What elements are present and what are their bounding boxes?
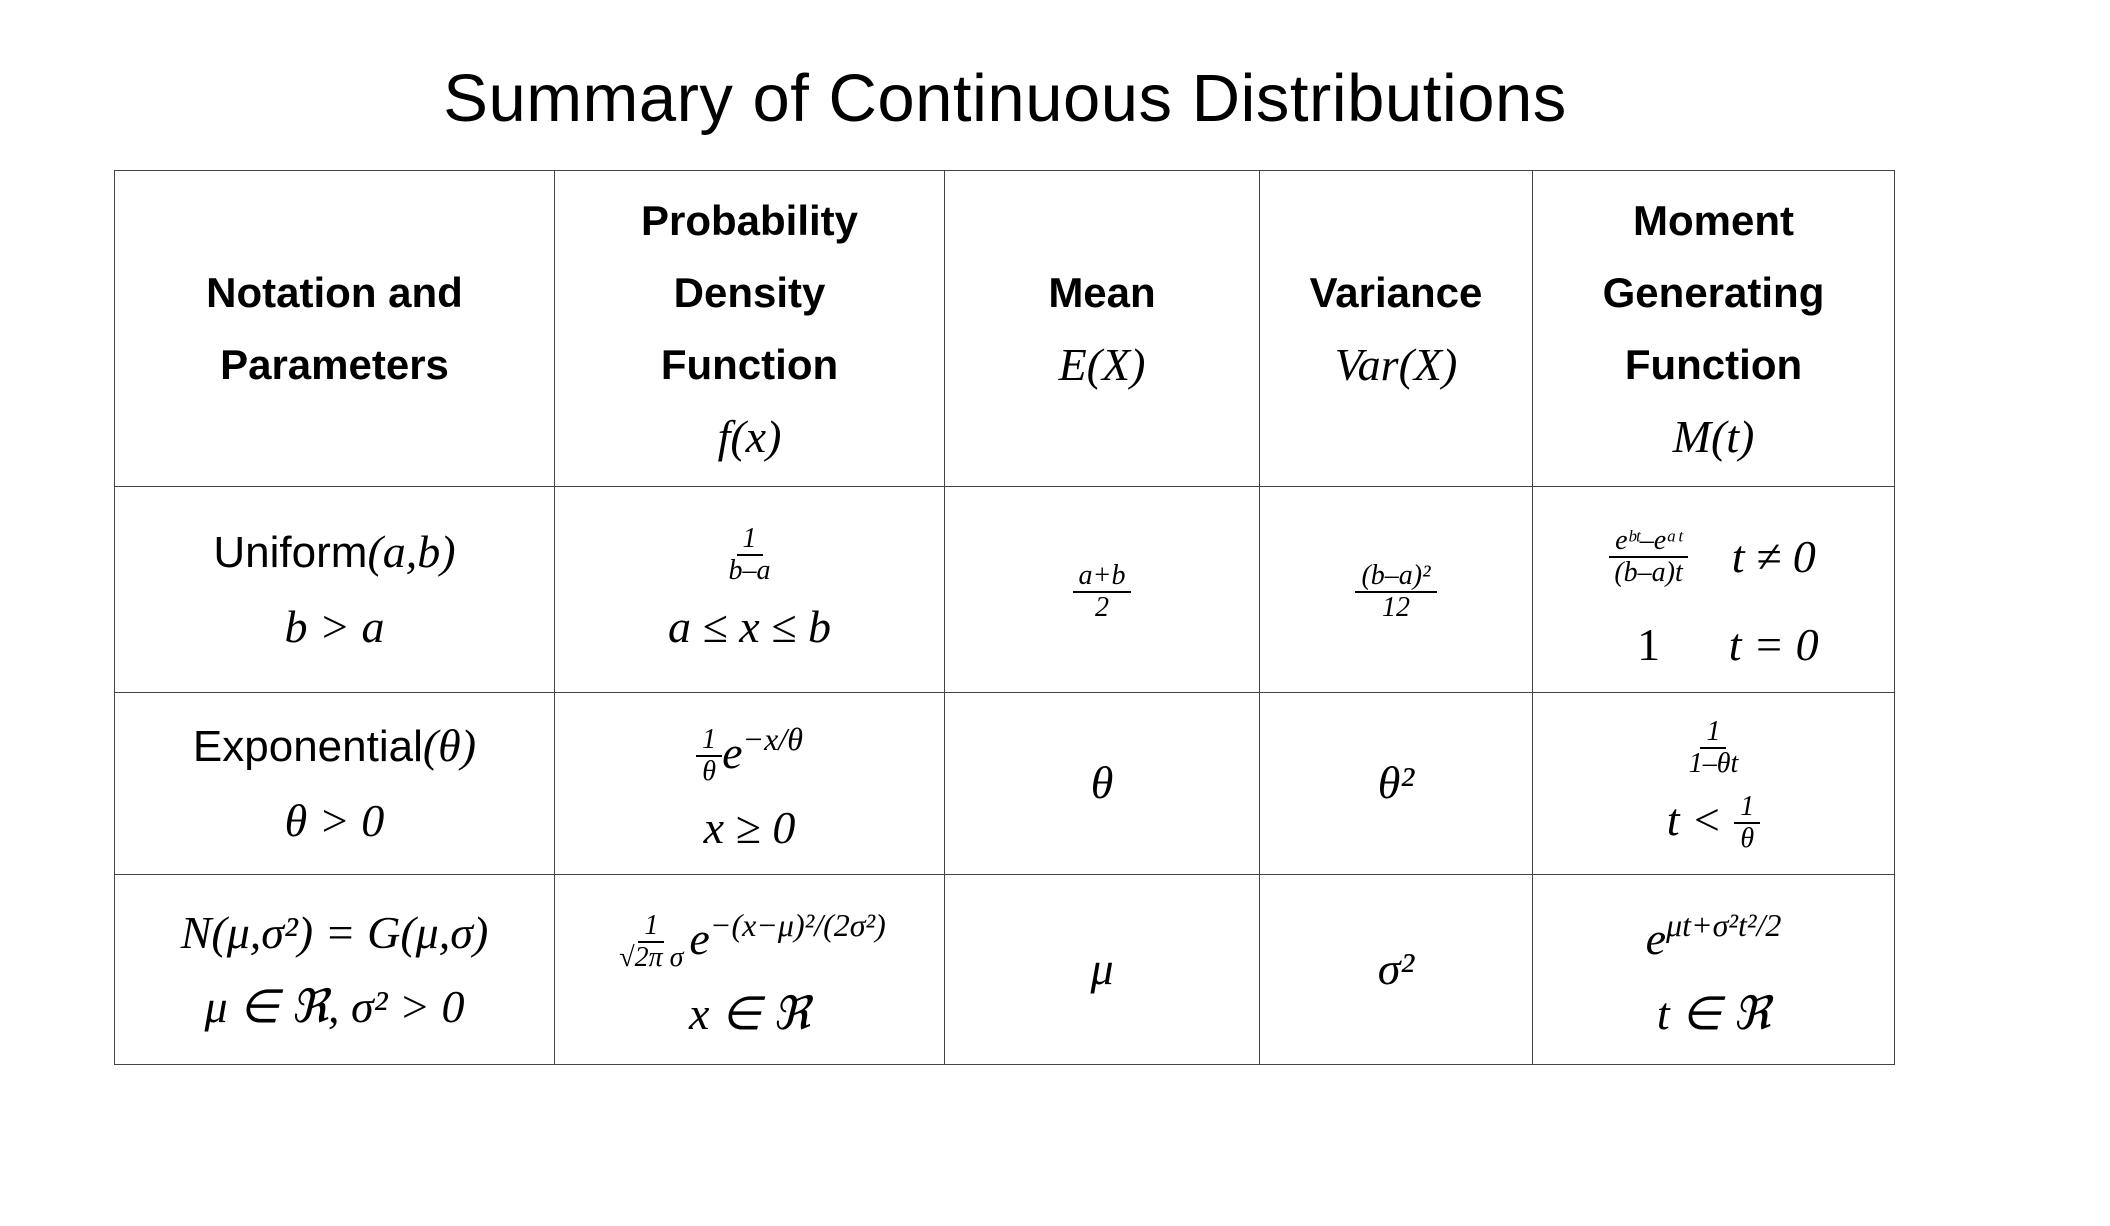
header-notation: Notation and Parameters [115,171,555,487]
header-mgf: Moment Generating Function M(t) [1533,171,1895,487]
header-pdf: Probability Density Function f(x) [555,171,945,487]
normal-mean: μ [945,875,1260,1065]
page-title: Summary of Continuous Distributions [443,61,1567,136]
exponential-variance: θ² [1260,693,1533,875]
exponential-mgf: $\frac{1}{1-\theta t}$ t < $\frac{1}{\theta}$ [1533,693,1895,875]
row-exponential [115,693,1895,875]
exponential-mean: θ [945,693,1260,875]
header-variance: Variance Var(X) [1260,171,1533,487]
exponential-notation: Exponential(θ) θ > 0 [115,693,555,875]
uniform-mean: $\frac{a+b}{2}$ [945,487,1260,693]
header-row [115,171,1895,487]
uniform-variance: $\frac{\text{(b–a)²}}{12}$ [1260,487,1533,693]
row-normal [115,875,1895,1065]
exponential-pdf: $\frac{1}{\theta}$ $e^{-x/\theta}$ x ≥ 0 [555,693,945,875]
header-mean: Mean E(X) [945,171,1260,487]
normal-variance: σ² [1260,875,1533,1065]
normal-notation: N(μ,σ²) = G(μ,σ) μ ∈ ℜ, σ² > 0 [115,875,555,1065]
normal-mgf: $e^{\mu t+\sigma^2t^2/2}$ t ∈ ℜ [1533,875,1895,1065]
distribution-table [114,170,1895,1065]
uniform-mgf: $\frac{\text{eᵇᵗ–eᵃᵗ}}{(b-a)t}$ t ≠ 0 1 t = 0 [1533,487,1895,693]
normal-pdf: $\frac{1}{\text{√2π σ}}$ $e^{-(x-\mu)^2/(2\sigma^2)}$ x ∈ ℜ [555,875,945,1065]
uniform-pdf: $\frac{1}{b-a}$ a ≤ x ≤ b [555,487,945,693]
uniform-notation: Uniform(a,b) b > a [115,487,555,693]
row-uniform [115,487,1895,693]
